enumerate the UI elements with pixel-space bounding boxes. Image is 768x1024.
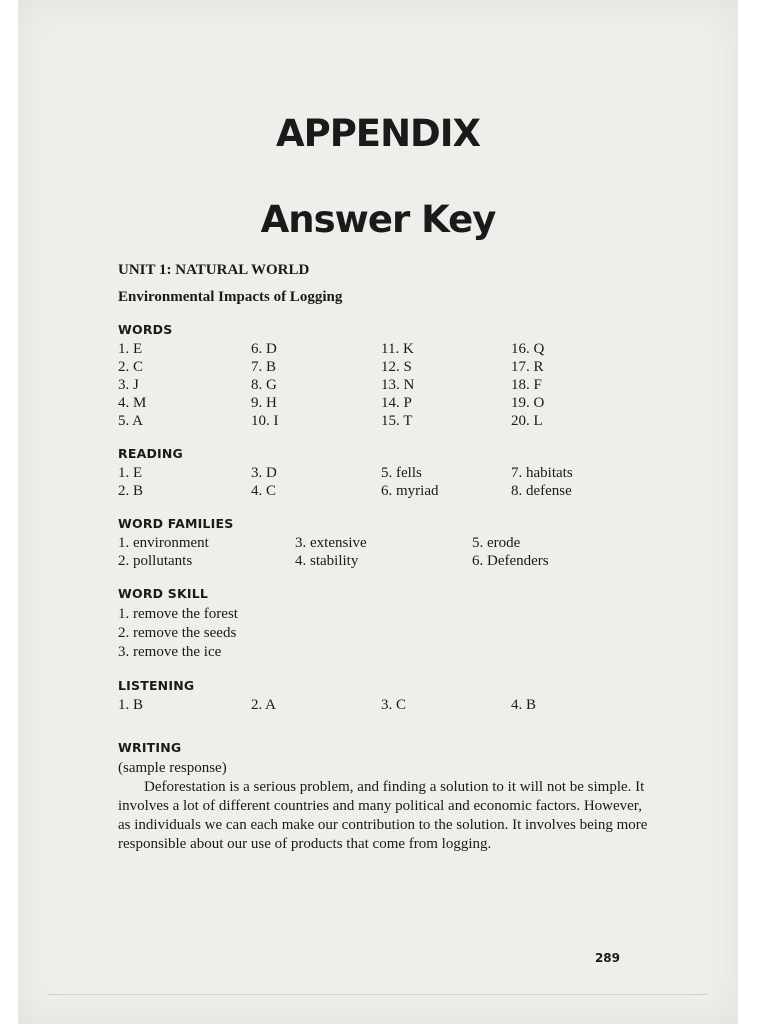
answer-item: 6. myriad — [381, 483, 439, 499]
writing-sample-paragraph: Deforestation is a serious problem, and finding a solution to it will not be simple. It involves a lot of different countries and many political and economic factors. However, as individuals we can each make our contribution to the solution. It involves being more responsible about our use of products that come from logging. — [118, 779, 648, 852]
page — [18, 0, 738, 1024]
answer-item: 12. S — [381, 359, 412, 375]
answer-item: 13. N — [381, 377, 415, 393]
writing-label: WRITING — [118, 740, 182, 755]
answer-item: 1. environment — [118, 535, 209, 551]
bleed-through-text — [108, 70, 668, 106]
answer-item: 4. M — [118, 395, 147, 411]
answer-item: 2. B — [118, 483, 144, 499]
answer-item: 17. R — [511, 359, 544, 375]
page-number: 289 — [594, 951, 620, 965]
answer-item: 7. habitats — [511, 465, 573, 481]
answer-item: 14. P — [381, 395, 412, 411]
answer-key-heading: Answer Key — [260, 198, 496, 241]
unit-title: UNIT 1: NATURAL WORLD — [118, 262, 310, 278]
answer-item: 3. remove the ice — [118, 644, 222, 660]
answer-item: 9. H — [251, 395, 277, 411]
answer-item: 8. defense — [511, 483, 572, 499]
writing-note: (sample response) — [118, 760, 227, 776]
answer-item: 10. I — [251, 413, 279, 429]
answer-item: 2. pollutants — [118, 553, 193, 569]
answer-item: 3. D — [251, 465, 277, 481]
answer-item: 5. A — [118, 413, 144, 429]
bottom-edge-line — [48, 994, 708, 995]
answer-item: 2. C — [118, 359, 144, 375]
answer-item: 3. J — [118, 377, 139, 393]
answer-item: 4. stability — [295, 553, 359, 569]
answer-item: 5. erode — [472, 535, 521, 551]
answer-item: 1. remove the forest — [118, 606, 238, 622]
word-families-label: WORD FAMILIES — [118, 516, 234, 531]
answer-item: 4. C — [251, 483, 277, 499]
listening-answers — [118, 697, 658, 714]
answer-item: 20. L — [511, 413, 543, 429]
answer-item: 1. E — [118, 341, 143, 357]
answer-item: 3. C — [381, 697, 407, 713]
words-answers — [118, 341, 658, 430]
reading-answers — [118, 465, 658, 500]
answer-item: 1. B — [118, 697, 144, 713]
appendix-heading: APPENDIX — [275, 112, 481, 155]
section-subtitle: Environmental Impacts of Logging — [118, 289, 343, 305]
words-label: WORDS — [118, 322, 173, 337]
answer-item: 4. B — [511, 697, 537, 713]
reading-label: READING — [118, 446, 183, 461]
answer-item: 3. extensive — [295, 535, 367, 551]
answer-item: 15. T — [381, 413, 413, 429]
answer-item: 2. A — [251, 697, 277, 713]
answer-key-content — [118, 262, 658, 854]
word-skill-label: WORD SKILL — [118, 586, 209, 601]
answer-item: 8. G — [251, 377, 277, 393]
answer-item: 11. K — [381, 341, 414, 357]
answer-item: 5. fells — [381, 465, 422, 481]
answer-item: 18. F — [511, 377, 542, 393]
answer-item: 19. O — [511, 395, 545, 411]
answer-item: 2. remove the seeds — [118, 625, 237, 641]
listening-label: LISTENING — [118, 678, 195, 693]
answer-item: 7. B — [251, 359, 277, 375]
answer-item: 6. Defenders — [472, 553, 549, 569]
word-families-answers — [118, 535, 658, 570]
answer-item: 1. E — [118, 465, 143, 481]
answer-item: 16. Q — [511, 341, 545, 357]
answer-item: 6. D — [251, 341, 277, 357]
word-skill-answers — [118, 605, 658, 662]
